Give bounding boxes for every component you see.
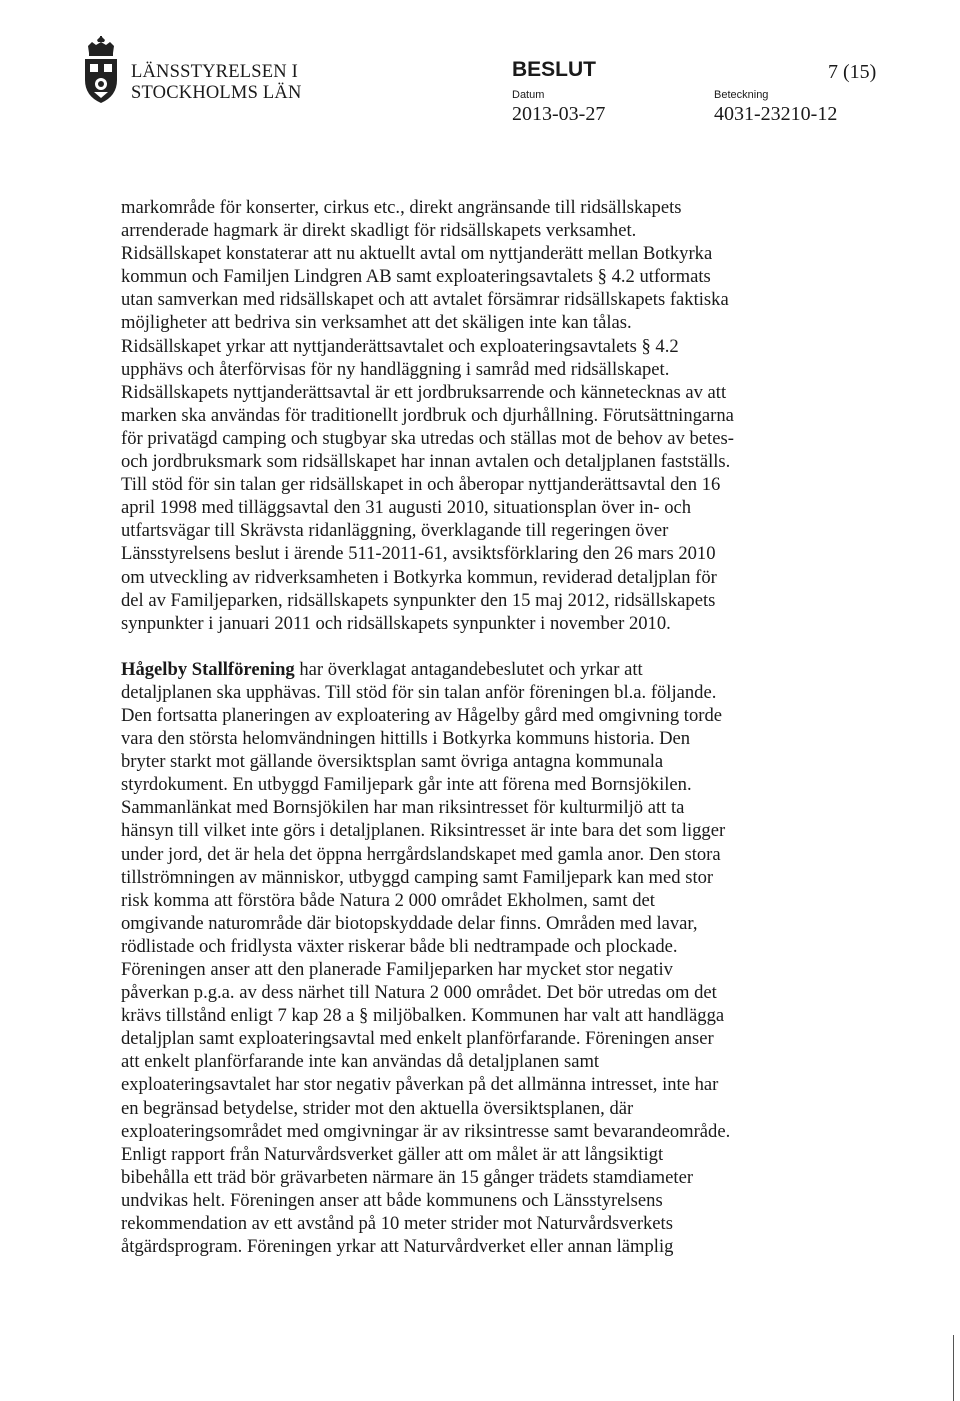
paragraph-line: utan samverkan med ridsällskapet och att avtalet försämrar ridsällskapets faktiska	[121, 289, 729, 311]
paragraph-line: detaljplanen ska upphävas. Till stöd för sin talan anför föreningen bl.a. följande.	[121, 681, 717, 703]
paragraph-line: exploateringsområdet med omgivningar är av riksintresse samt bevarandeområde.	[121, 1120, 731, 1142]
paragraph-line: vara den största helomvändningen hittills i Botkyrka kommuns historia. Den	[121, 728, 691, 750]
paragraph-line: april 1998 med tilläggsavtal den 31 augusti 2010, situationsplan över in- och	[121, 497, 692, 519]
paragraph-line: styrdokument. En utbyggd Familjepark går inte att förena med Bornsjökilen.	[121, 774, 692, 796]
body-text	[121, 196, 861, 1258]
paragraph-line: omgivande naturområde där biotopskyddade delar finns. Områden med lavar,	[121, 912, 698, 934]
paragraph-line: rödlistade och fridlysta växter riskerar både bli nedtrampade och plockade.	[121, 935, 678, 957]
paragraph-line: Ridsällskapets nyttjanderättsavtal är ett jordbruksarrende och kännetecknas av att	[121, 381, 727, 403]
paragraph-line: hänsyn till vilket inte görs i detaljplanen. Riksintresset är inte bara det som ligger	[121, 820, 726, 842]
paragraph-line: möjligheter att bedriva sin verksamhet att det skäligen inte kan tålas.	[121, 312, 632, 334]
paragraph-line-rest: har överklagat antagandebeslutet och yrkar att	[294, 658, 643, 680]
authority-line-1: LÄNSSTYRELSEN I	[131, 62, 298, 82]
party-name: Hågelby Stallförening	[121, 658, 295, 680]
paragraph-line: rekommendation av ett avstånd på 10 meter strider mot Naturvårdsverkets	[121, 1213, 673, 1235]
paragraph-line: risk komma att förstöra både Natura 2 000 området Ekholmen, samt det	[121, 889, 655, 911]
paragraph-line: utfartsvägar till Skrävsta ridanläggning, överklagande till regeringen över	[121, 520, 669, 542]
paragraph-line: kommun och Familjen Lindgren AB samt exploateringsavtalets § 4.2 utformats	[121, 266, 711, 288]
paragraph-line: och jordbruksmark som ridsällskapet har innan avtalen och detaljplanen fastställs.	[121, 451, 731, 473]
reference-value: 4031-23210-12	[714, 103, 838, 125]
authority-line-2: STOCKHOLMS LÄN	[131, 83, 302, 103]
paragraph-line: upphävs och återförvisas för ny handläggning i samråd med ridsällskapet.	[121, 358, 670, 380]
date-label: Datum	[512, 89, 545, 101]
paragraph-line: under jord, det är hela det öppna herrgårdslandskapet med gamla anor. Den stora	[121, 843, 721, 865]
reference-label: Beteckning	[714, 89, 769, 101]
paragraph-line: undvikas helt. Föreningen anser att både kommunens och Länsstyrelsens	[121, 1189, 663, 1211]
paragraph-line: att enkelt planförfarande inte kan användas då detaljplanen samt	[121, 1051, 600, 1073]
paragraph-line: exploateringsavtalet har stor negativ påverkan på det allmänna intresset, inte har	[121, 1074, 719, 1096]
paragraph-line: för privatägd camping och stugbyar ska utredas och ställas mot de behov av betes-	[121, 427, 734, 449]
paragraph-line: bryter starkt mot gällande översiktsplan samt övriga antagna kommunala	[121, 751, 664, 773]
document-type: BESLUT	[512, 58, 596, 81]
paragraph-line: en begränsad betydelse, strider mot den aktuella översiktsplanen, där	[121, 1097, 634, 1119]
paragraph-line: Ridsällskapet yrkar att nyttjanderättsavtalet och exploateringsavtalets § 4.2	[121, 335, 679, 357]
paragraph-hagelby	[121, 658, 861, 1258]
coat-of-arms-logo	[80, 36, 122, 106]
paragraph-line: om utveckling av ridverksamheten i Botkyrka kommun, reviderad detaljplan för	[121, 566, 717, 588]
date-value: 2013-03-27	[512, 103, 606, 125]
paragraph-line: markområde för konserter, cirkus etc., direkt angränsande till ridsällskapets	[121, 197, 682, 218]
paragraph-line: tillströmningen av människor, utbyggd camping samt Familjepark kan med stor	[121, 866, 714, 888]
paragraph-line: detaljplan samt exploateringsavtal med enkelt planförfarande. Föreningen anser	[121, 1028, 714, 1050]
authority-name	[131, 62, 302, 104]
paragraph-line: Föreningen anser att den planerade Familjeparken har mycket stor negativ	[121, 959, 673, 980]
paragraph-line: arrenderade hagmark är direkt skadligt för ridsällskapets verksamhet.	[121, 220, 637, 242]
paragraph-line: del av Familjeparken, ridsällskapets synpunkter den 15 maj 2012, ridsällskapets	[121, 589, 716, 611]
paragraph-line: marken ska användas för traditionellt jordbruk och djurhållning. Förutsättningarna	[121, 404, 734, 426]
paragraph-ridsallskapet	[121, 196, 861, 635]
paragraph-line: Sammanlänkat med Bornsjökilen har man riksintresset för kulturmiljö att ta	[121, 797, 685, 819]
paragraph-line: Enligt rapport från Naturvårdsverket gäller att om målet är att långsiktigt	[121, 1143, 664, 1165]
paragraph-line: bibehålla ett träd bör grävarbeten närmare än 15 gånger trädets stamdiameter	[121, 1166, 694, 1188]
paragraph-line	[121, 658, 861, 681]
margin-line	[953, 1335, 954, 1401]
paragraph-line: krävs tillstånd enligt 7 kap 28 a § miljöbalken. Kommunen har valt att handlägga	[121, 1005, 725, 1027]
paragraph-line: åtgärdsprogram. Föreningen yrkar att Naturvårdverket eller annan lämplig	[121, 1236, 674, 1258]
paragraph-line: Ridsällskapet konstaterar att nu aktuellt avtal om nyttjanderätt mellan Botkyrka	[121, 243, 713, 265]
paragraph-line: Länsstyrelsens beslut i ärende 511-2011-61, avsiktsförklaring den 26 mars 2010	[121, 543, 716, 565]
paragraph-line: Till stöd för sin talan ger ridsällskapet in och åberopar nyttjanderättsavtal den 16	[121, 474, 721, 496]
paragraph-line: påverkan p.g.a. av dess närhet till Natura 2 000 området. Det bör utredas om det	[121, 982, 717, 1004]
paragraph-line: Den fortsatta planeringen av exploatering av Hågelby gård med omgivning torde	[121, 704, 723, 726]
page-number: 7 (15)	[828, 61, 877, 83]
paragraph-line: synpunkter i januari 2011 och ridsällskapets synpunkter i november 2010.	[121, 612, 671, 634]
